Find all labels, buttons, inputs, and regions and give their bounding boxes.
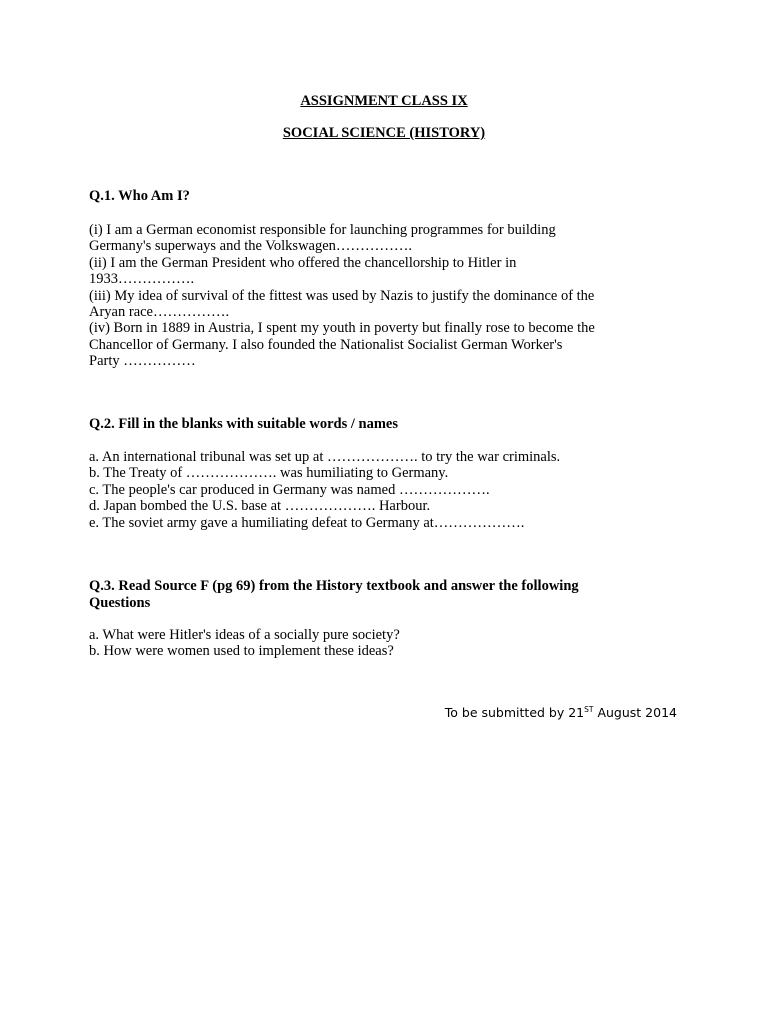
submission-note-suffix: August 2014	[593, 705, 677, 720]
question-2-line: b. The Treaty of ………………. was humiliating to Germany.	[89, 465, 449, 482]
question-2-line: e. The soviet army gave a humiliating defeat to Germany at……………….	[89, 514, 525, 531]
document-title: ASSIGNMENT CLASS IX	[300, 93, 468, 109]
question-1-body	[89, 222, 595, 370]
submission-note	[445, 705, 677, 720]
question-1-title: Q.1. Who Am I?	[89, 188, 190, 204]
question-1-line: (iii) My idea of survival of the fittest was used by Nazis to justify the dominance of the	[89, 287, 595, 304]
question-2-body	[89, 449, 589, 531]
question-3-body	[89, 627, 589, 660]
question-1-line: Germany's superways and the Volkswagen…………….	[89, 238, 413, 255]
question-3-line: b. How were women used to implement these ideas?	[89, 643, 394, 660]
question-3-title-line: Questions	[89, 595, 151, 611]
question-1-line: (iv) Born in 1889 in Austria, I spent my youth in poverty but finally rose to become the	[89, 320, 595, 337]
question-1-line: (i) I am a German economist responsible for launching programmes for building	[89, 222, 556, 238]
question-3-title-line: Q.3. Read Source F (pg 69) from the History textbook and answer the following	[89, 578, 579, 594]
question-1-line: Chancellor of Germany. I also founded the Nationalist Socialist German Worker's	[89, 336, 563, 353]
question-1-line: Aryan race…………….	[89, 304, 230, 321]
document-subtitle: SOCIAL SCIENCE (HISTORY)	[282, 125, 486, 141]
question-1-line: Party ……………	[89, 353, 196, 370]
question-3-title	[89, 578, 589, 612]
question-2-title: Q.2. Fill in the blanks with suitable words / names	[89, 416, 398, 432]
question-1-line: (ii) I am the German President who offered the chancellorship to Hitler in	[89, 254, 517, 271]
submission-note-prefix: To be submitted by 21	[444, 705, 585, 720]
question-2-line: d. Japan bombed the U.S. base at ………………. Harbour.	[89, 498, 431, 515]
question-1-line: 1933…………….	[89, 271, 195, 288]
question-2-line: c. The people's car produced in Germany was named ……………….	[89, 481, 490, 498]
submission-note-superscript: ST	[584, 705, 594, 714]
question-2-line: a. An international tribunal was set up at ………………. to try the war criminals.	[89, 449, 561, 465]
question-3-line: a. What were Hitler's ideas of a socially pure society?	[89, 627, 400, 643]
